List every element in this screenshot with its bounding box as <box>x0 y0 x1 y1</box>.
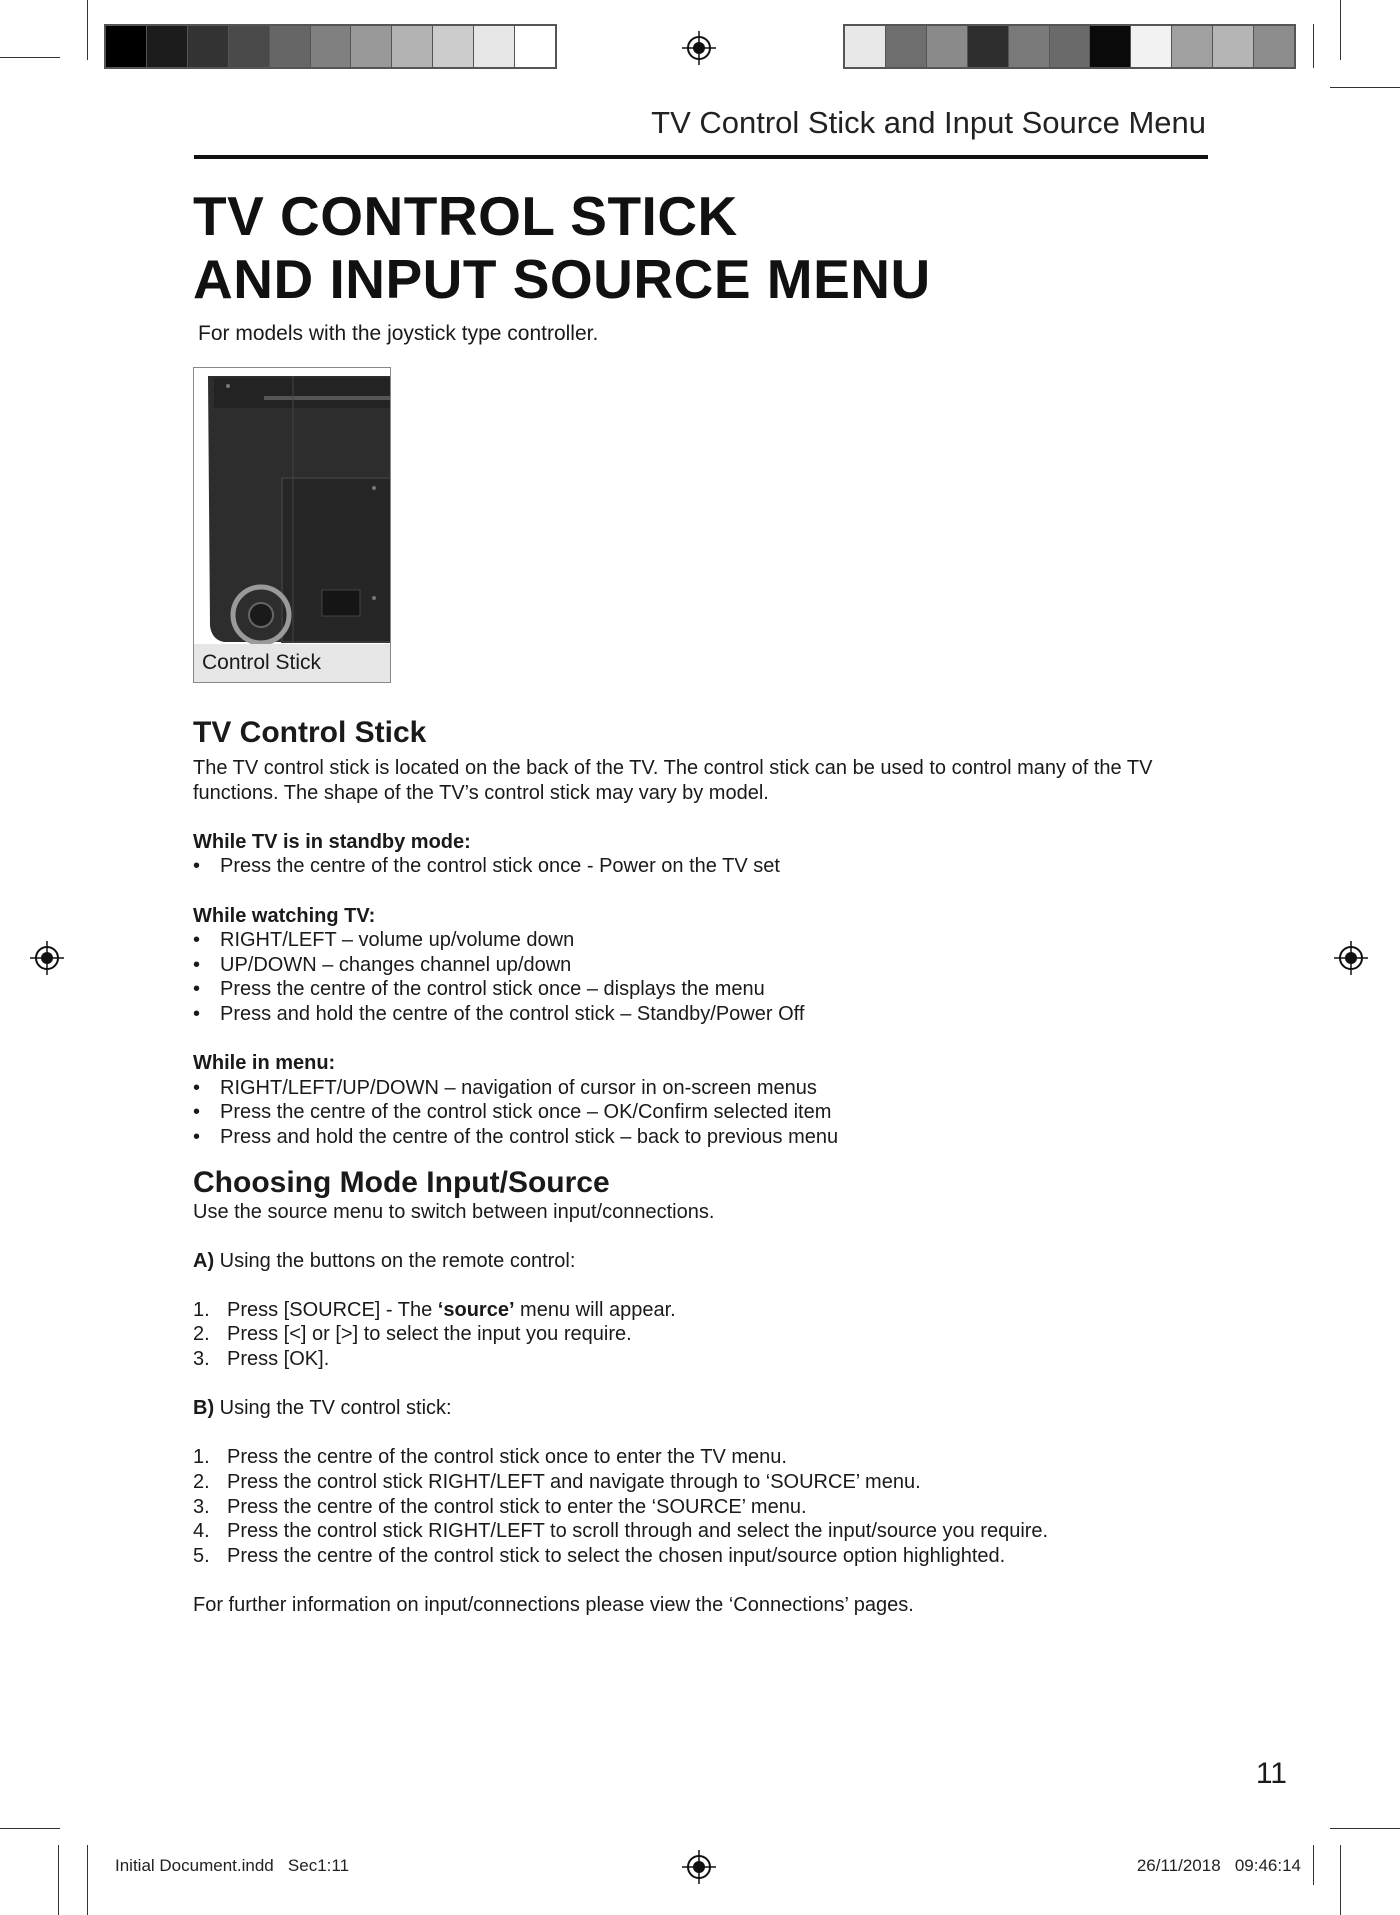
color-swatch <box>967 26 1008 67</box>
color-swatch <box>845 26 885 67</box>
crop-mark <box>87 0 88 60</box>
color-swatch <box>473 26 514 67</box>
list-item: • Press and hold the centre of the control stick – back to previous menu <box>193 1125 1223 1150</box>
group-label: While in menu: <box>193 1052 336 1075</box>
list-item: 5. Press the centre of the control stick to select the chosen input/source option highlighted. <box>193 1544 1006 1567</box>
tv-back-illustration <box>194 368 391 646</box>
crop-mark <box>1330 87 1400 88</box>
running-header: TV Control Stick and Input Source Menu <box>651 105 1206 140</box>
group-label: While TV is in standby mode: <box>193 830 471 853</box>
crop-mark <box>58 1845 59 1915</box>
color-swatch <box>146 26 187 67</box>
registration-mark-icon <box>1333 940 1369 976</box>
list-item: 3. Press the centre of the control stick to enter the ‘SOURCE’ menu. <box>193 1495 807 1518</box>
color-swatch <box>926 26 967 67</box>
list-item: • Press and hold the centre of the control stick – Standby/Power Off <box>193 1002 1223 1027</box>
control-stick-description: The TV control stick is located on the back of the TV. The control stick can be used to control many of the TV functions. The shape of the TV’s control stick may vary by model. <box>193 757 1153 804</box>
page-title-line-2: AND INPUT SOURCE MENU <box>193 248 931 310</box>
section-heading-control-stick: TV Control Stick <box>193 716 427 749</box>
color-swatch <box>187 26 228 67</box>
color-swatch <box>350 26 391 67</box>
list-item: 3. Press [OK]. <box>193 1348 330 1371</box>
page-number: 11 <box>1255 1757 1287 1790</box>
page-title-line-1: TV CONTROL STICK <box>193 185 738 247</box>
color-swatch <box>1171 26 1212 67</box>
group-label: While watching TV: <box>193 904 376 927</box>
list-item: • RIGHT/LEFT – volume up/volume down <box>193 928 1223 953</box>
list-item: • RIGHT/LEFT/UP/DOWN – navigation of cursor in on-screen menus <box>193 1076 1223 1101</box>
color-swatch <box>1253 26 1294 67</box>
method-a-label: A) Using the buttons on the remote control: <box>193 1249 576 1272</box>
section-heading-input-source: Choosing Mode Input/Source <box>193 1165 610 1199</box>
crop-mark <box>0 1828 60 1829</box>
main-content <box>193 715 1223 1618</box>
list-item: 2. Press [<] or [>] to select the input you require. <box>193 1323 632 1346</box>
control-stick-figure <box>193 367 391 683</box>
registration-mark-icon <box>29 940 65 976</box>
color-swatch <box>106 26 146 67</box>
color-swatch <box>514 26 555 67</box>
list-item: • Press the centre of the control stick once – displays the menu <box>193 977 1223 1002</box>
color-swatch <box>885 26 926 67</box>
method-b-label: B) Using the TV control stick: <box>193 1397 452 1420</box>
slug-datetime: 26/11/2018 09:46:14 <box>1136 1856 1301 1875</box>
list-item: 1. Press the centre of the control stick once to enter the TV menu. <box>193 1446 787 1469</box>
slug-file: Initial Document.indd Sec1:11 <box>115 1856 350 1875</box>
color-swatch <box>1008 26 1049 67</box>
color-calibration-bar-left <box>104 24 557 69</box>
color-calibration-bar-right <box>843 24 1296 69</box>
list-item: 1. Press [SOURCE] - The ‘source’ menu will appear. <box>193 1298 676 1321</box>
crop-mark <box>1340 0 1341 60</box>
crop-mark <box>0 57 60 58</box>
list-item: 4. Press the control stick RIGHT/LEFT to scroll through and select the input/source you require. <box>193 1520 1049 1543</box>
color-swatch <box>432 26 473 67</box>
registration-mark-icon <box>681 1849 717 1885</box>
header-rule <box>194 155 1208 159</box>
list-item: • Press the centre of the control stick once – OK/Confirm selected item <box>193 1100 1223 1125</box>
color-swatch <box>269 26 310 67</box>
registration-mark-icon <box>681 30 717 66</box>
page-title <box>193 185 931 311</box>
color-swatch <box>310 26 351 67</box>
color-swatch <box>1089 26 1130 67</box>
source-intro: Use the source menu to switch between input/connections. <box>193 1200 715 1223</box>
crop-mark <box>1330 1828 1400 1829</box>
further-info-note: For further information on input/connections please view the ‘Connections’ pages. <box>193 1594 914 1616</box>
figure-caption: Control Stick <box>194 644 390 682</box>
crop-mark <box>1340 1845 1341 1915</box>
crop-mark <box>1313 1845 1314 1885</box>
color-swatch <box>1049 26 1090 67</box>
list-item: 2. Press the control stick RIGHT/LEFT and navigate through to ‘SOURCE’ menu. <box>193 1471 921 1494</box>
crop-mark <box>1313 24 1314 68</box>
color-swatch <box>1130 26 1171 67</box>
color-swatch <box>228 26 269 67</box>
intro-text: For models with the joystick type controller. <box>198 322 599 345</box>
color-swatch <box>1212 26 1253 67</box>
crop-mark <box>87 1845 88 1915</box>
color-swatch <box>391 26 432 67</box>
list-item: • Press the centre of the control stick once - Power on the TV set <box>193 854 1223 879</box>
list-item: • UP/DOWN – changes channel up/down <box>193 953 1223 978</box>
